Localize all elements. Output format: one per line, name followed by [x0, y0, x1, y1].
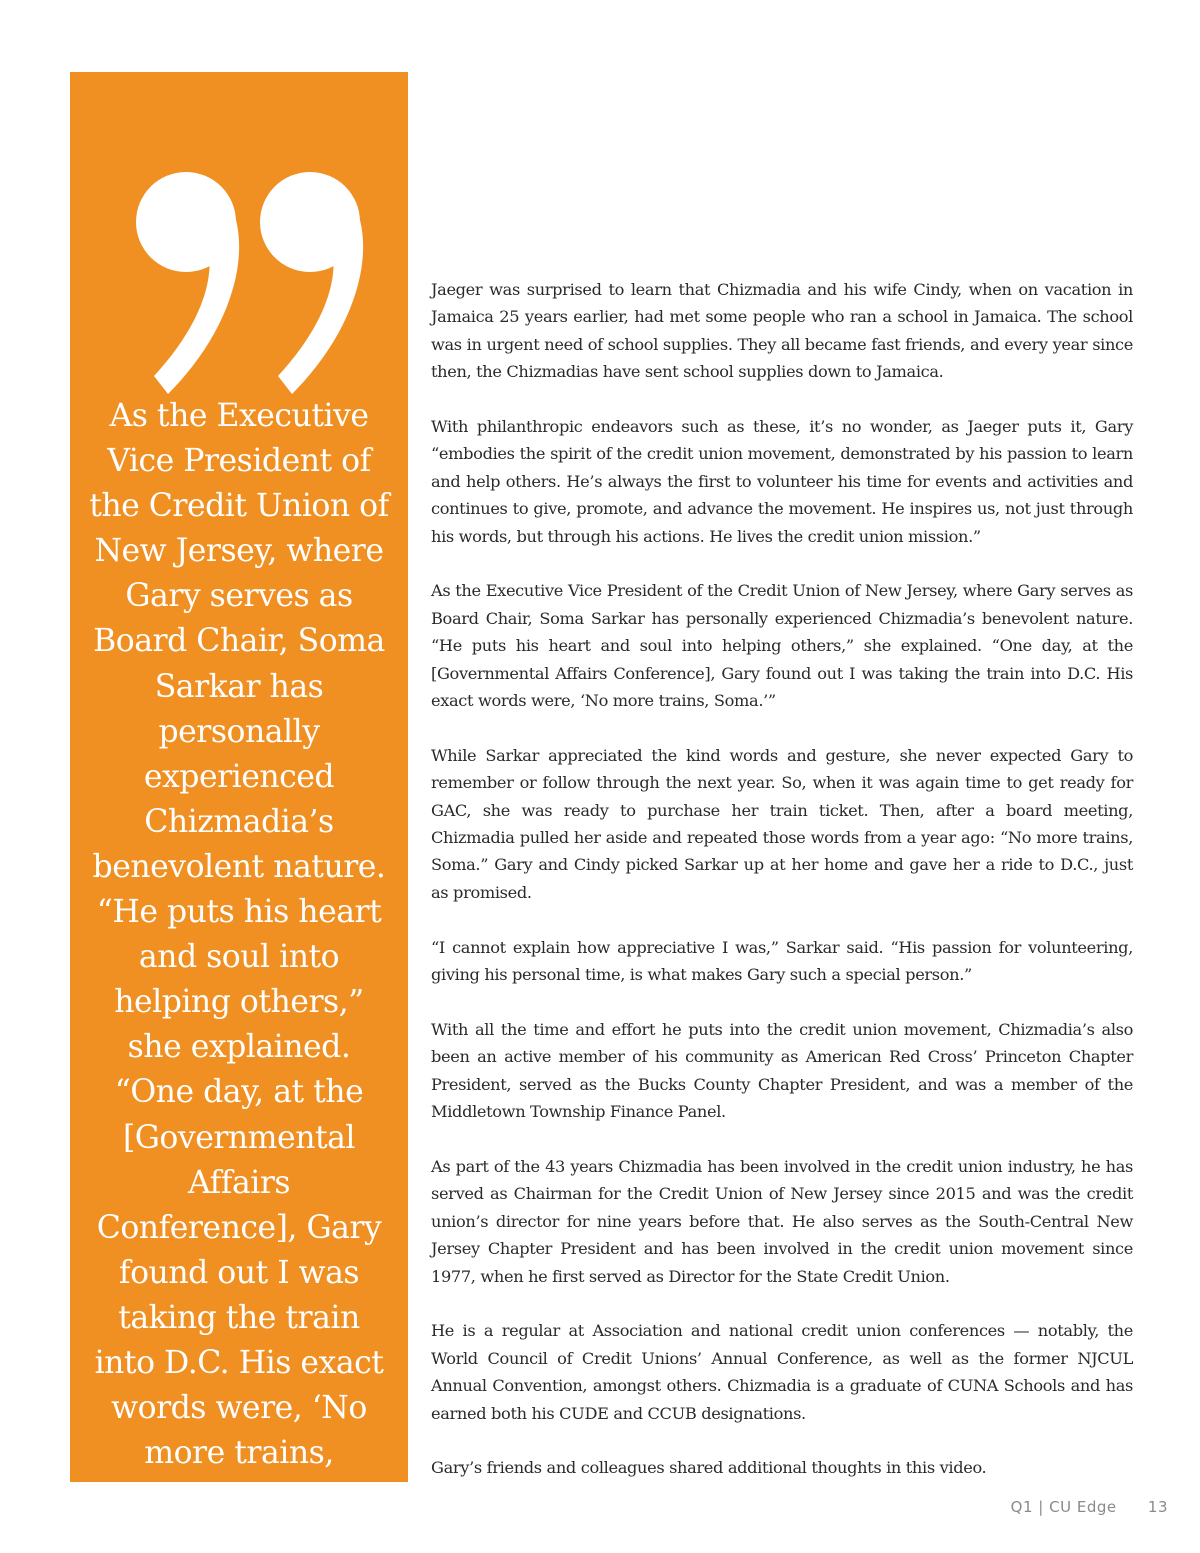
footer-publication: CU Edge [1049, 1498, 1117, 1516]
article-paragraph-video-note: Gary’s friends and colleagues shared additional thoughts in this video. [431, 1458, 987, 1478]
pull-quote-sidebar [70, 72, 408, 1517]
footer-issue: Q1 [1010, 1498, 1034, 1516]
page-footer [1011, 1498, 1168, 1516]
pull-quote-text: As the Executive Vice President of the Credit Union of New Jersey, where Gary serves as Board Chair, Soma Sarkar has personally experienced Chizmadia’s benevolent nature. “He puts his heart and soul into helping others,” she explained. “One day, at the [Governmental Affairs Conference], Gary found out I was taking the train into D.C. His exact words were, ‘No more trains, Soma.’” [89, 398, 389, 1517]
article-paragraph: As part of the 43 years Chizmadia has been involved in the credit union industry, he has served as Chairman for the Credit Union of New Jersey since 2015 and was the credit union’s director for nine years before that. He also serves as the South-Central New Jersey Chapter President and has been involved in the credit union movement since 1977, when he first served as Director for the State Credit Union. [431, 1156, 1133, 1286]
article-paragraph: With philanthropic endeavors such as these, it’s no wonder, as Jaeger puts it, Gary “embodies the spirit of the credit union movement, demonstrated by his passion to learn and help others. He’s always the first to volunteer his time for events and activities and continues to give, promote, and advance the movement. He inspires us, not just through his words, but through his actions. He lives the credit union mission.” [431, 417, 1133, 546]
article-paragraph: “I cannot explain how appreciative I was,” Sarkar said. “His passion for volunteering, giving his personal time, is what makes Gary such a special person.” [431, 937, 1133, 985]
article-paragraph: With all the time and effort he puts into the credit union movement, Chizmadia’s also been an active member of his community as American Red Cross’ Princeton Chapter President, served as the Bucks County Chapter President, and was a member of the Middletown Township Finance Panel. [431, 1019, 1133, 1122]
closing-double-quote-icon [132, 162, 368, 394]
article-body [431, 276, 1133, 1509]
article-paragraph: Jaeger was surprised to learn that Chizmadia and his wife Cindy, when on vacation in Jamaica 25 years earlier, had met some people who ran a school in Jamaica. The school was in urgent need of school supplies. They all became fast friends, and every year since then, the Chizmadias have sent school supplies down to Jamaica. [431, 280, 1133, 382]
article-paragraph: While Sarkar appreciated the kind words and gesture, she never expected Gary to remember or follow through the next year. So, when it was again time to get ready for GAC, she was ready to purchase her train ticket. Then, after a board meeting, Chizmadia pulled her aside and repeated those words from a year ago: “No more trains, Soma.” Gary and Cindy picked Sarkar up at her home and gave her a ride to D.C., just as promised. [431, 745, 1133, 902]
article-paragraph: As the Executive Vice President of the Credit Union of New Jersey, where Gary serves as Board Chair, Soma Sarkar has personally experienced Chizmadia’s benevolent nature. “He puts his heart and soul into helping others,” she explained. “One day, at the [Governmental Affairs Conference], Gary found out I was taking the train into D.C. His exact words were, ‘No more trains, Soma.’” [431, 581, 1133, 711]
article-paragraph: He is a regular at Association and national credit union conferences — notably, the World Council of Credit Unions’ Annual Conference, as well as the former NJCUL Annual Convention, amongst others. Chizmadia is a graduate of CUNA Schools and has earned both his CUDE and CCUB designations. [431, 1321, 1133, 1423]
page-number: 13 [1147, 1498, 1168, 1516]
footer-separator: | [1038, 1498, 1044, 1516]
